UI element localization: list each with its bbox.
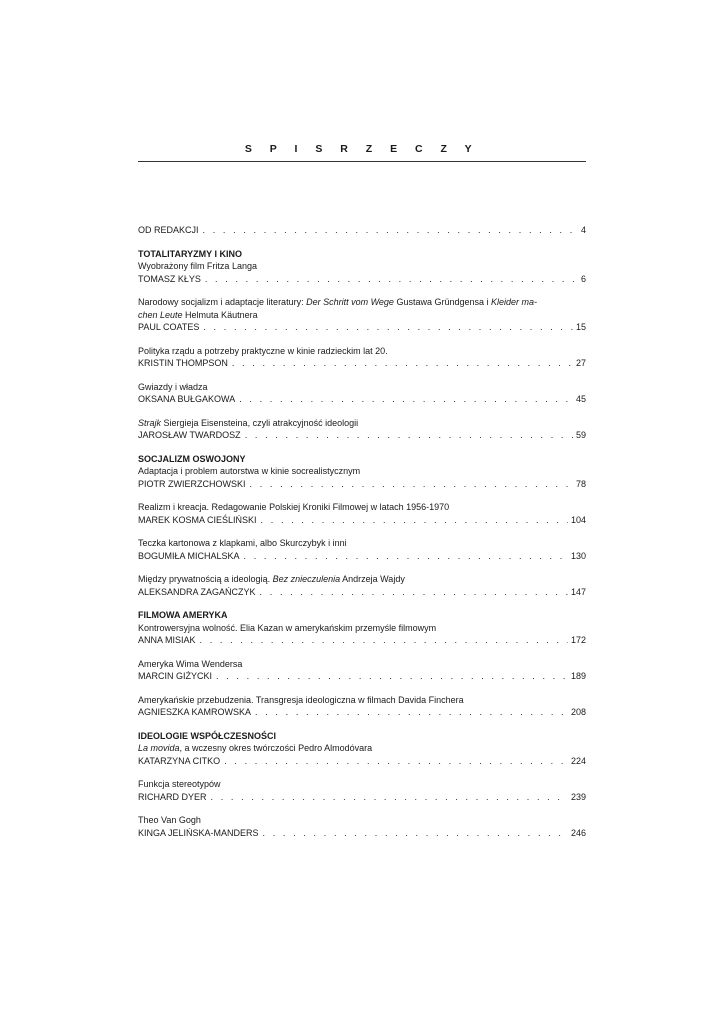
toc-entry-author: TOMASZ KŁYS <box>138 273 201 284</box>
toc-entry-title: Wyobrażony film Fritza Langa <box>138 261 257 271</box>
title-divider <box>138 161 586 162</box>
toc-entry-author: ANNA MISIAK <box>138 635 196 645</box>
toc-page-number: 246 <box>570 827 586 838</box>
toc-entry-author: MARCIN GIŻYCKI <box>138 671 213 681</box>
toc-entry-author: PAUL COATES <box>138 322 200 332</box>
dot-leader <box>260 586 568 599</box>
toc-page-number: 239 <box>570 791 586 802</box>
toc-entry[interactable] <box>138 417 586 442</box>
toc-entry-title: Polityka rządu a potrzeby praktyczne w kinie radzieckim lat 20. <box>138 345 388 356</box>
toc-entry-author: KRISTIN THOMPSON <box>138 358 228 368</box>
dot-leader <box>255 706 568 719</box>
toc-page-number: 172 <box>570 635 586 645</box>
dot-leader <box>203 321 573 334</box>
toc-page-number: 4 <box>580 225 586 235</box>
toc-page-number: 59 <box>575 430 586 440</box>
section-heading: TOTALITARYZMY I KINO <box>138 248 242 259</box>
toc-page-number: 27 <box>575 358 586 368</box>
toc-entry-author: MAREK KOSMA CIEŚLIŃSKI <box>138 514 257 525</box>
dot-leader <box>203 224 578 237</box>
toc-entry-title: Między prywatnością a ideologią. Bez znieczulenia Andrzeja Wajdy <box>138 574 405 584</box>
toc-entry[interactable] <box>138 814 586 839</box>
toc-entry-title: Gwiazdy i władza <box>138 381 208 392</box>
toc-entry[interactable] <box>138 465 586 490</box>
toc-page-number: 147 <box>570 586 586 597</box>
toc-entry-author: AGNIESZKA KAMROWSKA <box>138 707 252 717</box>
toc-page-number: 104 <box>570 514 586 525</box>
toc-entry[interactable] <box>138 260 586 285</box>
toc-page-number: 6 <box>580 273 586 284</box>
dot-leader <box>239 393 573 406</box>
dot-leader <box>232 357 573 370</box>
table-of-contents <box>138 224 586 839</box>
page-title: S P I S R Z E C Z Y <box>244 143 480 155</box>
toc-entry-author: KINGA JELIŃSKA-MANDERS <box>138 827 259 838</box>
toc-page-number: 189 <box>570 671 586 681</box>
dot-leader <box>245 429 573 442</box>
toc-entry-title: Theo Van Gogh <box>138 815 201 825</box>
section-heading: SOCJALIZM OSWOJONY <box>138 453 246 464</box>
toc-entry[interactable] <box>138 296 586 334</box>
toc-page-number: 15 <box>575 322 586 332</box>
toc-page-number: 78 <box>575 478 586 489</box>
dot-leader <box>250 478 573 491</box>
toc-entry[interactable] <box>138 573 586 598</box>
dot-leader <box>216 670 568 683</box>
section-heading: FILMOWA AMERYKA <box>138 610 228 620</box>
dot-leader <box>261 514 568 527</box>
toc-entry[interactable] <box>138 537 586 562</box>
toc-entry-editorial[interactable] <box>138 224 586 237</box>
dot-leader <box>211 791 568 804</box>
toc-entry[interactable] <box>138 742 586 767</box>
toc-entry-author: KATARZYNA CITKO <box>138 755 221 766</box>
toc-entry[interactable] <box>138 778 586 803</box>
dot-leader <box>244 550 568 563</box>
toc-entry-title: Amerykańskie przebudzenia. Transgresja ideologiczna w filmach Davida Finchera <box>138 694 464 705</box>
toc-entry-title: Narodowy socjalizm i adaptacje literatury: Der Schritt vom Wege Gustawa Gründgensa i Kleider ma- chen Leute Helmuta Käutnera <box>138 297 538 320</box>
toc-entry-title: Realizm i kreacja. Redagowanie Polskiej Kroniki Filmowej w latach 1956-1970 <box>138 502 450 512</box>
toc-entry-title: Ameryka Wima Wendersa <box>138 658 243 669</box>
toc-entry-title: Kontrowersyjna wolność. Elia Kazan w amerykańskim przemyśle filmowym <box>138 622 437 633</box>
toc-entry-author: JAROSŁAW TWARDOSZ <box>138 430 241 440</box>
dot-leader <box>263 827 568 840</box>
toc-entry[interactable] <box>138 381 586 406</box>
section-heading: IDEOLOGIE WSPÓŁCZESNOŚCI <box>138 730 277 741</box>
toc-entry[interactable] <box>138 694 586 719</box>
toc-entry-author: ALEKSANDRA ZAGAŃCZYK <box>138 586 256 597</box>
dot-leader <box>205 273 578 286</box>
toc-entry-author: OKSANA BUŁGAKOWA <box>138 394 236 404</box>
toc-entry-title: Funkcja stereotypów <box>138 779 221 789</box>
toc-entry-author: PIOTR ZWIERZCHOWSKI <box>138 478 246 489</box>
toc-entry-title: Adaptacja i problem autorstwa w kinie socrealistycznym <box>138 466 361 476</box>
toc-entry[interactable] <box>138 501 586 526</box>
toc-entry[interactable] <box>138 622 586 647</box>
toc-entry[interactable] <box>138 345 586 370</box>
dot-leader <box>200 634 568 647</box>
toc-entry-title: Strajk Siergieja Eisensteina, czyli atrakcyjność ideologii <box>138 417 359 428</box>
toc-entry[interactable] <box>138 658 586 683</box>
toc-entry-author: BOGUMIŁA MICHALSKA <box>138 550 240 561</box>
toc-page-number: 224 <box>570 755 586 766</box>
toc-entry-author: RICHARD DYER <box>138 791 207 802</box>
toc-page-number: 45 <box>575 394 586 404</box>
toc-page-number: 208 <box>570 707 586 717</box>
dot-leader <box>224 755 568 768</box>
toc-entry-title: La movida, a wczesny okres twórczości Pedro Almodóvara <box>138 743 373 753</box>
toc-page-number: 130 <box>570 550 586 561</box>
toc-entry-label: OD REDAKCJI <box>138 225 199 235</box>
toc-entry-title: Teczka kartonowa z klapkami, albo Skurczybyk i inni <box>138 538 347 548</box>
